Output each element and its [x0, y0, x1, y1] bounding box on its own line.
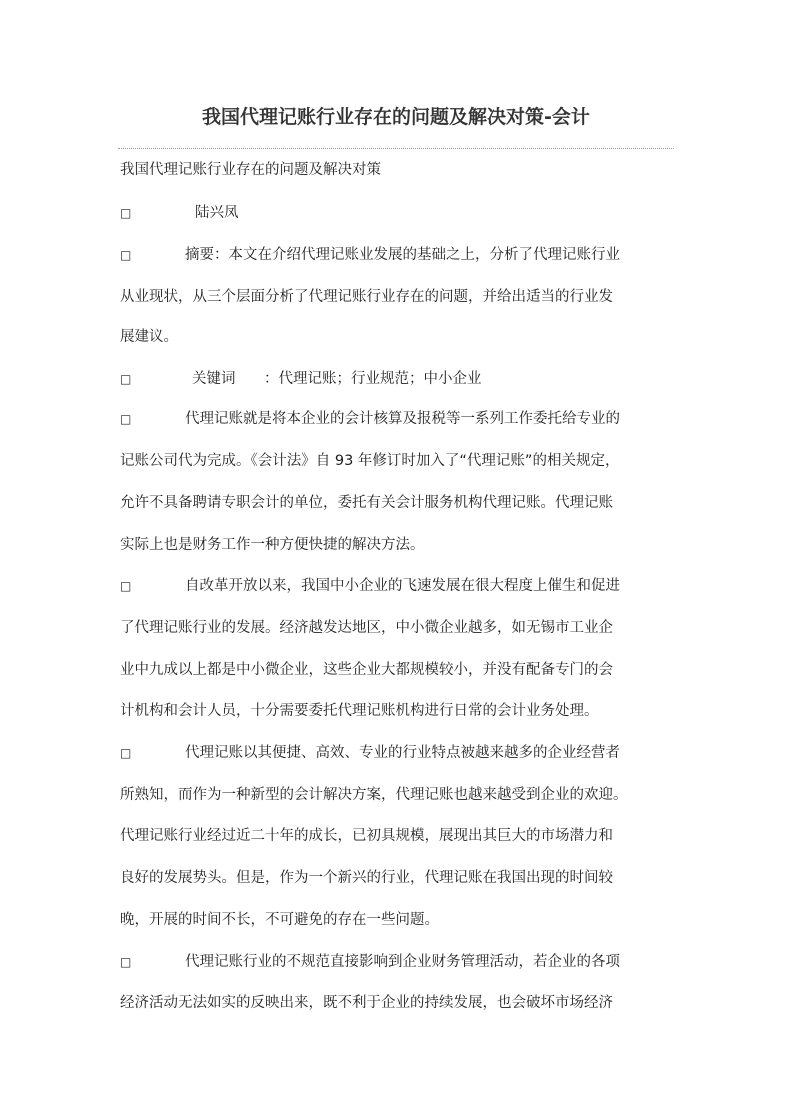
document-subtitle: 我国代理记账行业存在的问题及解决对策 — [120, 162, 381, 178]
bullet-paragraph-3: □ — [120, 746, 132, 760]
abstract-line: 展建议。 — [120, 329, 178, 345]
bullet-keywords: □ — [120, 372, 132, 386]
paragraph-line: 业中九成以上都是中小微企业，这些企业大都规模较小，并没有配备专门的会 — [120, 662, 613, 678]
keywords-label: 关键词 — [192, 371, 236, 387]
paragraph-line: 经济活动无法如实的反映出来，既不利于企业的持续发展，也会破坏市场经济 — [120, 995, 613, 1011]
paragraph-line: 代理记账就是将本企业的会计核算及报税等一系列工作委托给专业的 — [185, 411, 620, 427]
keywords-value: ：代理记账；行业规范；中小企业 — [264, 371, 482, 387]
paragraph-line: 允许不具备聘请专职会计的单位，委托有关会计服务机构代理记账。代理记账 — [120, 495, 613, 511]
paragraph-line: 实际上也是财务工作一种方便快捷的解决方法。 — [120, 537, 425, 553]
document-title: 我国代理记账行业存在的问题及解决对策-会计 — [202, 106, 590, 128]
paragraph-line: 良好的发展势头。但是，作为一个新兴的行业，代理记账在我国出现的时间较 — [120, 870, 613, 886]
paragraph-line: 所熟知，而作为一种新型的会计解决方案，代理记账也越来越受到企业的欢迎。 — [120, 787, 628, 803]
paragraph-line: 了代理记账行业的发展。经济越发达地区，中小微企业越多，如无锡市工业企 — [120, 620, 613, 636]
paragraph-line: 计机构和会计人员，十分需要委托代理记账机构进行日常的会计业务处理。 — [120, 703, 599, 719]
paragraph-line: 记账公司代为完成。《会计法》自 93 年修订时加入了“代理记账”的相关规定， — [120, 453, 620, 469]
title-divider — [118, 148, 674, 149]
paragraph-line: 代理记账行业的不规范直接影响到企业财务管理活动，若企业的各项 — [185, 954, 620, 970]
paragraph-line: 晚，开展的时间不长，不可避免的存在一些问题。 — [120, 912, 439, 928]
bullet-author: □ — [120, 206, 132, 220]
paragraph-line: 代理记账行业经过近二十年的成长，已初具规模，展现出其巨大的市场潜力和 — [120, 828, 613, 844]
paragraph-line: 自改革开放以来，我国中小企业的飞速发展在很大程度上催生和促进 — [185, 578, 620, 594]
keywords-line — [192, 369, 482, 389]
abstract-line: 从业现状，从三个层面分析了代理记账行业存在的问题，并给出适当的行业发 — [120, 289, 613, 305]
bullet-paragraph-2: □ — [120, 579, 132, 593]
author-name: 陆兴凤 — [195, 205, 239, 221]
bullet-paragraph-1: □ — [120, 412, 132, 426]
bullet-paragraph-4: □ — [120, 955, 132, 969]
abstract-line: 摘要：本文在介绍代理记账业发展的基础之上，分析了代理记账行业 — [185, 247, 620, 263]
bullet-abstract: □ — [120, 248, 132, 262]
paragraph-line: 代理记账以其便捷、高效、专业的行业特点被越来越多的企业经营者 — [185, 745, 620, 761]
